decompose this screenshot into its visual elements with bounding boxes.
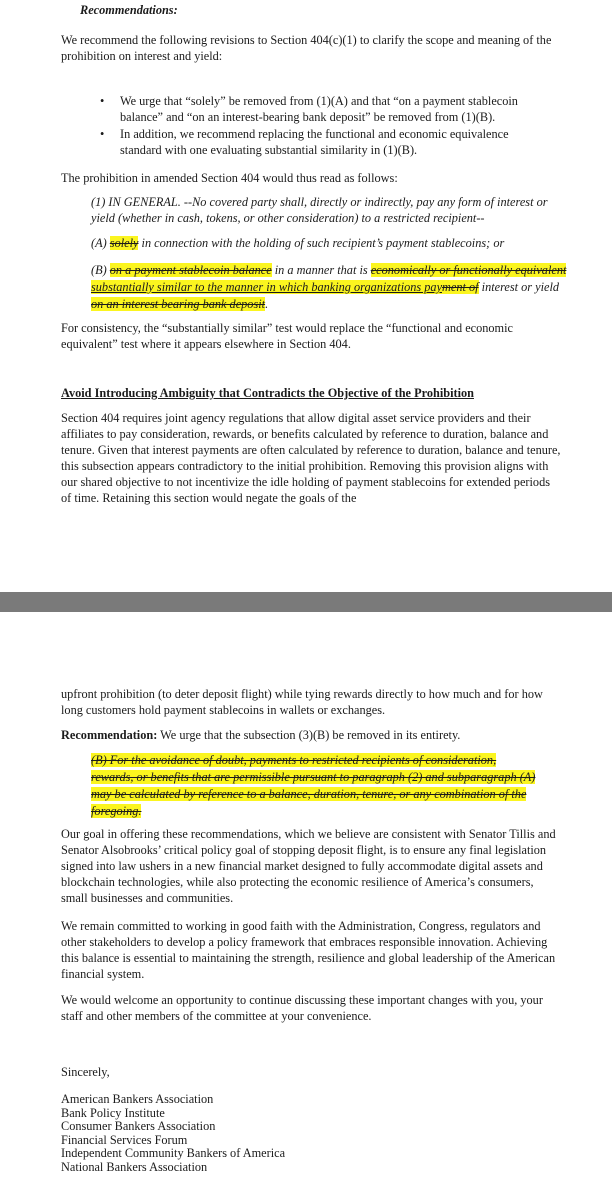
intro-paragraph: We recommend the following revisions to Section 404(c)(1) to clarify the scope and meaning of the prohibition on interest and yield: (61, 33, 552, 63)
document-page-1 (0, 0, 612, 592)
amended-intro: The prohibition in amended Section 404 would thus read as follows: (61, 171, 398, 185)
section-body: Section 404 requires joint agency regulations that allow digital asset service providers and their affiliates to pay consideration, rewards, or benefits calculated by reference to duration, balance and tenure. Given that interest payments are often calculated by reference to duration, balance and tenure, this subsection appears contradictory to the initial prohibition. Removing this provision aligns with our shared objective to not incentivize the idle holding of payment stablecoins for extended periods of time. Retaining this section would negate the goals of the (61, 411, 561, 505)
clause-b-text: in a manner that is (271, 263, 371, 277)
general-clause: (1) IN GENERAL. --No covered party shall, directly or indirectly, pay any form of interest or yield (whether in cash, tokens, or other consideration) to a restricted recipient-- (91, 195, 548, 225)
struck-text: on a payment stablecoin balance (109, 263, 272, 277)
clause-b-text: interest or yield (478, 280, 560, 294)
welcome-paragraph: We would welcome an opportunity to continue discussing these important changes with you, your staff and other members of the committee at your convenience. (61, 993, 543, 1023)
bullet-item: • In addition, we recommend replacing the functional and economic equivalence standard with one evaluating substantial similarity in (1)(B). (100, 126, 550, 158)
recommendation-bullets (100, 93, 550, 158)
struck-subsection (91, 752, 541, 820)
clause-b-end: . (265, 297, 269, 311)
bullet-item: • We urge that “solely” be removed from (1)(A) and that “on a payment stablecoin balance” and “on an interest-bearing bank deposit” be removed from (1)(B). (100, 93, 550, 125)
struck-text: solely (109, 236, 139, 250)
section-heading: Avoid Introducing Ambiguity that Contradicts the Objective of the Prohibition (61, 386, 474, 400)
recommendations-heading: Recommendations: (80, 3, 178, 17)
signatory: American Bankers Association (61, 1092, 214, 1106)
continuation-paragraph: upfront prohibition (to deter deposit flight) while tying rewards directly to how much and for how long customers hold payment stablecoins in wallets or exchanges. (61, 687, 543, 717)
page-divider (0, 592, 612, 612)
recommendation-label: Recommendation: (61, 728, 158, 742)
struck-text: (B) For the avoidance of doubt, payments to restricted recipients of consideration, rewards, or benefits that are permissible pursuant to paragraph (2) and subparagraph (A) may be calculated by reference to a balance, duration, tenure, or any combination of the foregoing. (91, 753, 536, 818)
goal-paragraph: Our goal in offering these recommendations, which we believe are consistent with Senator Tillis and Senator Alsobrooks’ critical policy goal of stopping deposit flight, is to ensure any final legislation signed into law ushers in a new financial market designed to fully accommodate digital assets and blockchain technologies, while also protecting the economic resilience of America’s consumers, small businesses and communities. (61, 827, 556, 905)
inserted-text: substantially similar to the manner in which banking organizations pay (91, 280, 443, 294)
struck-text: on an interest bearing bank deposit (91, 297, 266, 311)
struck-text: ment of (442, 280, 479, 294)
clause-b-prefix: (B) (91, 263, 110, 277)
struck-text: economically or functionally equivalent (370, 263, 567, 277)
clause-b (91, 262, 571, 313)
signatory: Independent Community Bankers of America (61, 1146, 286, 1160)
clause-a (91, 235, 571, 251)
recommendation-paragraph (61, 727, 561, 743)
clause-a-prefix: (A) (91, 236, 110, 250)
signatory: National Bankers Association (61, 1159, 208, 1174)
clause-a-rest: in connection with the holding of such recipient’s payment stablecoins; or (138, 236, 505, 250)
committed-paragraph: We remain committed to working in good faith with the Administration, Congress, regulators and other stakeholders to develop a policy framework that embraces responsible innovation. Achieving this balance is essential to maintaining the strength, resilience and global leadership of the American financial system. (61, 919, 556, 981)
consistency-paragraph: For consistency, the “substantially similar” test would replace the “functional and economic equivalent” test where it appears elsewhere in Section 404. (61, 321, 514, 351)
closing: Sincerely, (61, 1065, 110, 1079)
recommendation-text: We urge that the subsection (3)(B) be removed in its entirety. (157, 728, 461, 742)
signatories-list (61, 1093, 461, 1174)
signatory: Consumer Bankers Association (61, 1119, 216, 1133)
signatory: Bank Policy Institute (61, 1105, 165, 1120)
signatory: Financial Services Forum (61, 1132, 188, 1147)
document-page-2 (0, 612, 612, 1200)
